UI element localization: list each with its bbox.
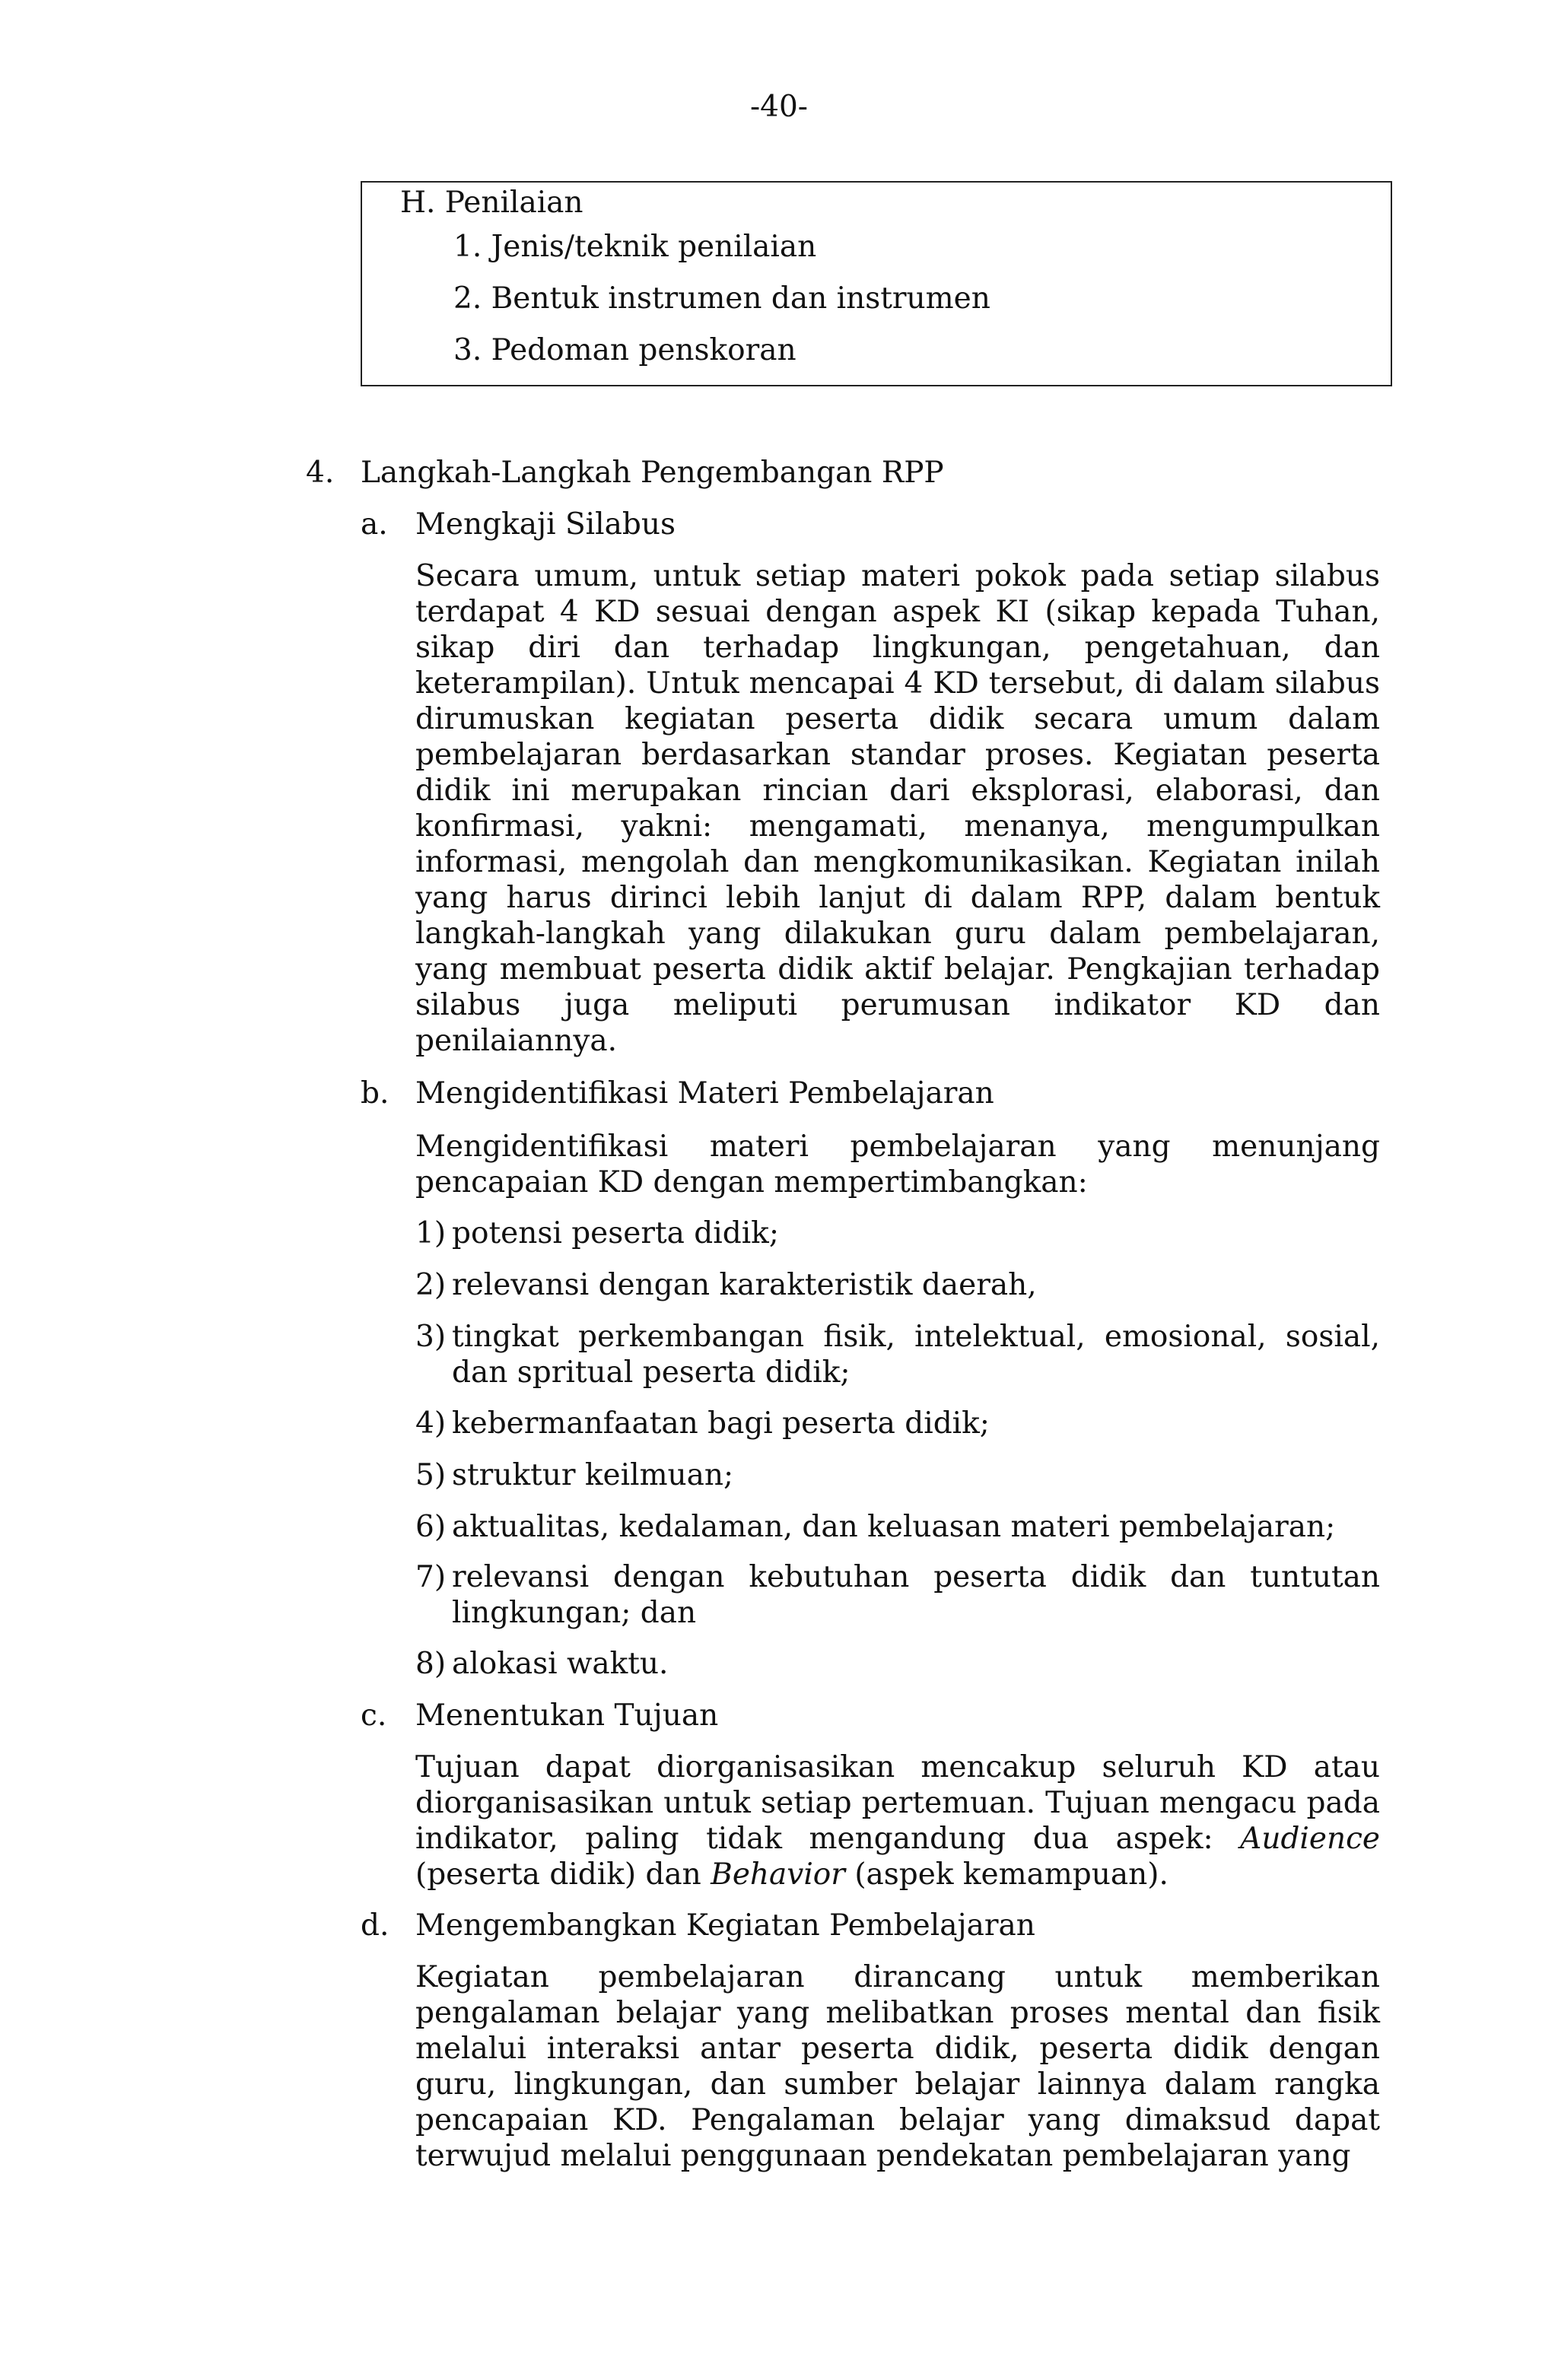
- list-number: 6): [415, 1510, 447, 1544]
- list-item: [415, 1319, 1380, 1390]
- list-text: potensi peserta didik;: [452, 1216, 779, 1250]
- section-number: 4.: [306, 456, 335, 490]
- list-number: 3): [415, 1320, 447, 1354]
- list-item: [415, 1215, 1380, 1251]
- box-item: 1. Jenis/teknik penilaian: [453, 230, 817, 264]
- list-number: 1): [415, 1216, 447, 1250]
- list-text: relevansi dengan karakteristik daerah,: [452, 1268, 1037, 1302]
- list-item: [415, 1406, 1380, 1441]
- subsection-letter: c.: [361, 1698, 387, 1733]
- list-text: kebermanfaatan bagi peserta didik;: [452, 1406, 990, 1441]
- paragraph: Mengidentifikasi materi pembelajaran yang menunjang pencapaian KD dengan mempertimbangkan:: [415, 1130, 1380, 1200]
- subsection-title: Menentukan Tujuan: [415, 1698, 719, 1733]
- paragraph-text: Tujuan dapat diorganisasikan mencakup seluruh KD atau diorganisasikan untuk setiap pertemuan. Tujuan mengacu pada indikator, paling tidak mengandung dua aspek:: [415, 1750, 1380, 1856]
- box-heading: H. Penilaian: [400, 186, 583, 220]
- section-title: Langkah-Langkah Pengembangan RPP: [361, 456, 944, 490]
- list-number: 8): [415, 1647, 447, 1681]
- paragraph-text: (peserta didik) dan: [415, 1857, 711, 1892]
- list-item: [415, 1509, 1380, 1545]
- list-text: aktualitas, kedalaman, dan keluasan materi pembelajaran;: [452, 1510, 1336, 1544]
- paragraph-text: (aspek kemampuan).: [844, 1857, 1168, 1892]
- list-number: 7): [415, 1560, 447, 1594]
- emphasis-audience: Audience: [1240, 1822, 1380, 1856]
- paragraph: Secara umum, untuk setiap materi pokok pada setiap silabus terdapat 4 KD sesuai dengan aspek KI (sikap kepada Tuhan, sikap diri dan terhadap lingkungan, pengetahuan, dan keterampilan). Untuk mencapai 4 KD tersebut, di dalam silabus dirumuskan kegiatan peserta didik secara umum dalam pembelajaran berdasarkan standar proses. Kegiatan peserta didik ini merupakan rincian dari eksplorasi, elaborasi, dan konfirmasi, yakni: mengamati, menanya, mengumpulkan informasi, mengolah dan mengkomunikasikan. Kegiatan inilah yang harus dirinci lebih lanjut di dalam RPP, dalam bentuk langkah-langkah yang dilakukan guru dalam pembelajaran, yang membuat peserta didik aktif belajar. Pengkajian terhadap silabus juga meliputi perumusan indikator KD dan penilaiannya.: [415, 559, 1380, 1058]
- list-number: 2): [415, 1268, 447, 1302]
- box-item: 3. Pedoman penskoran: [453, 333, 796, 367]
- subsection-title: Mengidentifikasi Materi Pembelajaran: [415, 1076, 994, 1111]
- paragraph: [415, 1749, 1380, 1892]
- subsection-title: Mengkaji Silabus: [415, 507, 676, 542]
- list-text: struktur keilmuan;: [452, 1458, 734, 1492]
- paragraph: Kegiatan pembelajaran dirancang untuk memberikan pengalaman belajar yang melibatkan proses mental dan fisik melalui interaksi antar peserta didik, peserta didik dengan guru, lingkungan, dan sumber belajar lainnya dalam rangka pencapaian KD. Pengalaman belajar yang dimaksud dapat terwujud melalui penggunaan pendekatan pembelajaran yang: [415, 1960, 1380, 2173]
- page-number: -40-: [750, 90, 808, 124]
- list-number: 4): [415, 1406, 447, 1441]
- subsection-title: Mengembangkan Kegiatan Pembelajaran: [415, 1908, 1035, 1943]
- box-item: 2. Bentuk instrumen dan instrumen: [453, 281, 990, 316]
- list-item: [415, 1267, 1380, 1303]
- list-item: [415, 1646, 1380, 1682]
- list-number: 5): [415, 1458, 447, 1492]
- list-text: relevansi dengan kebutuhan peserta didik dan tuntutan lingkungan; dan: [452, 1560, 1380, 1630]
- subsection-letter: a.: [361, 507, 388, 542]
- list-text: alokasi waktu.: [452, 1647, 669, 1681]
- list-item: [415, 1559, 1380, 1631]
- subsection-letter: b.: [361, 1076, 390, 1111]
- list-text: tingkat perkembangan fisik, intelektual, emosional, sosial, dan spritual peserta didik;: [452, 1320, 1380, 1390]
- subsection-letter: d.: [361, 1908, 390, 1943]
- list-item: [415, 1457, 1380, 1493]
- emphasis-behavior: Behavior: [711, 1857, 845, 1892]
- assessment-box: [361, 181, 1392, 386]
